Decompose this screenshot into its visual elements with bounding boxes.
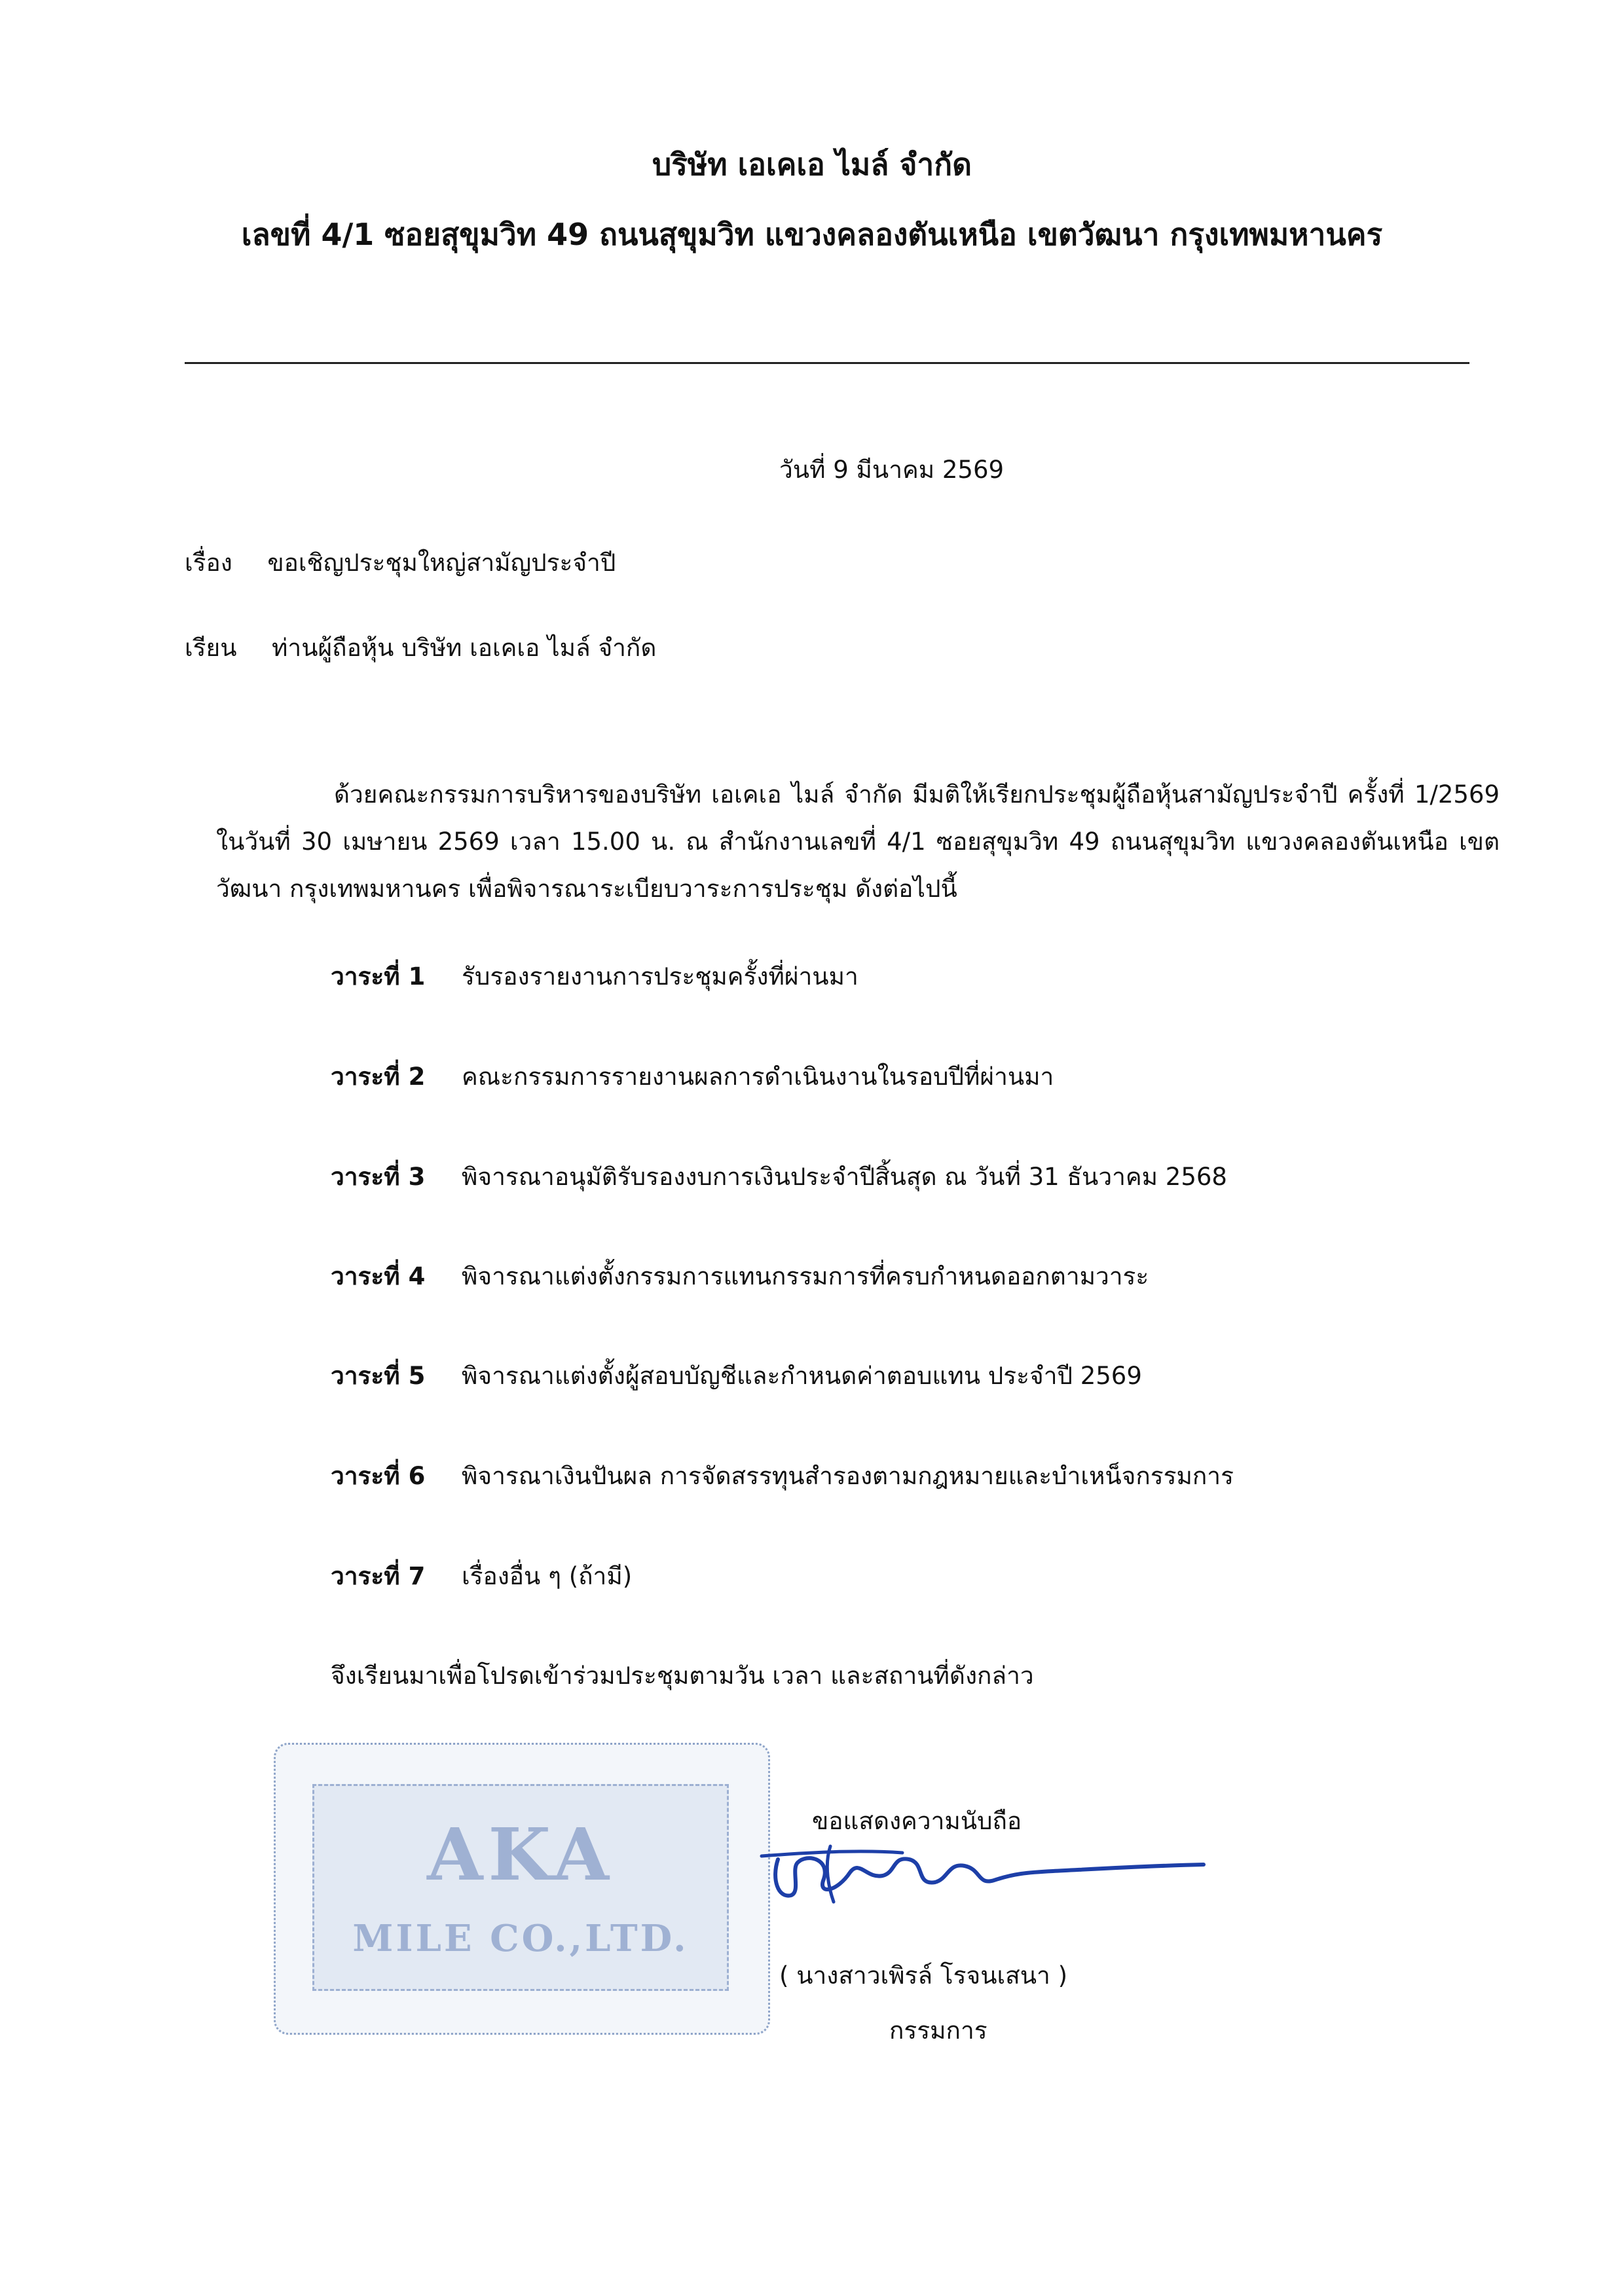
agenda-text: พิจารณาเงินปันผล การจัดสรรทุนสำรองตามกฎหมายและบำเหน็จกรรมการ xyxy=(462,1462,1234,1490)
header-divider xyxy=(185,362,1469,364)
agenda-number: วาระที่ 2 xyxy=(331,1063,426,1091)
agenda-text: เรื่องอื่น ๆ (ถ้ามี) xyxy=(462,1562,633,1590)
agenda-number: วาระที่ 3 xyxy=(331,1163,426,1191)
letter-date: วันที่ 9 มีนาคม 2569 xyxy=(779,456,1005,484)
stamp-company-text: MILE CO.,LTD. xyxy=(352,1917,689,1960)
agenda-number: วาระที่ 7 xyxy=(331,1562,426,1590)
recipient-label: เรียน xyxy=(185,634,237,662)
agenda-number: วาระที่ 6 xyxy=(331,1462,426,1490)
handwritten-signature xyxy=(752,1833,1210,1912)
intro-text: ด้วยคณะกรรมการบริหารของบริษัท เอเคเอ ไมล์ จำกัด มีมติให้เรียกประชุมผู้ถือหุ้นสามัญประจำปี ครั้งที่ 1/2569 ในวันที่ 30 เมษายน 2569 เวลา 15.00 น. ณ สำนักงานเลขที่ 4/1 ซอยสุขุมวิท 49 ถนนสุขุมวิท แขวงคลองตันเหนือ เขตวัฒนา กรุงเทพมหานคร เพื่อพิจารณาระเบียบวาระการประชุม ดังต่อไปนี้ xyxy=(216,780,1500,903)
agenda-item xyxy=(331,1457,1234,1495)
agenda-item xyxy=(331,1557,632,1595)
agenda-item xyxy=(331,1057,1054,1096)
subject-label: เรื่อง xyxy=(185,549,232,577)
signer-name: ( นางสาวเพิรล์ โรจนเสนา ) xyxy=(779,1961,1068,1990)
subject-line xyxy=(185,543,616,582)
agenda-number: วาระที่ 1 xyxy=(331,962,426,991)
recipient-line xyxy=(185,629,656,667)
signer-title: กรรมการ xyxy=(889,2016,987,2045)
agenda-text: พิจารณาแต่งตั้งกรรมการแทนกรรมการที่ครบกำหนดออกตามวาระ xyxy=(462,1262,1149,1290)
company-stamp xyxy=(274,1743,770,2035)
closing-text: จึงเรียนมาเพื่อโปรดเข้าร่วมประชุมตามวัน เวลา และสถานที่ดังกล่าว xyxy=(331,1662,1034,1690)
agenda-text: พิจารณาอนุมัติรับรองงบการเงินประจำปีสิ้นสุด ณ วันที่ 31 ธันวาคม 2568 xyxy=(462,1163,1227,1191)
recipient-text: ท่านผู้ถือหุ้น บริษัท เอเคเอ ไมล์ จำกัด xyxy=(272,634,657,662)
agenda-item xyxy=(331,1257,1149,1296)
stamp-logo-text: AKA xyxy=(427,1812,614,1897)
agenda-item xyxy=(331,1357,1142,1395)
sign-off: ขอแสดงความนับถือ xyxy=(812,1807,1022,1835)
company-address: เลขที่ 4/1 ซอยสุขุมวิท 49 ถนนสุขุมวิท แขวงคลองตันเหนือ เขตวัฒนา กรุงเทพมหานคร xyxy=(241,217,1383,252)
agenda-item xyxy=(331,957,858,996)
agenda-text: รับรองรายงานการประชุมครั้งที่ผ่านมา xyxy=(462,962,858,991)
subject-text: ขอเชิญประชุมใหญ่สามัญประจำปี xyxy=(267,549,616,577)
company-name: บริษัท เอเคเอ ไมล์ จำกัด xyxy=(652,147,972,182)
agenda-text: คณะกรรมการรายงานผลการดำเนินงานในรอบปีที่ผ่านมา xyxy=(462,1063,1054,1091)
agenda-text: พิจารณาแต่งตั้งผู้สอบบัญชีและกำหนดค่าตอบแทน ประจำปี 2569 xyxy=(462,1362,1142,1390)
intro-paragraph xyxy=(216,771,1500,913)
agenda-number: วาระที่ 4 xyxy=(331,1262,426,1290)
agenda-number: วาระที่ 5 xyxy=(331,1362,426,1390)
stamp-inner-frame xyxy=(312,1784,729,1991)
agenda-item xyxy=(331,1157,1227,1196)
